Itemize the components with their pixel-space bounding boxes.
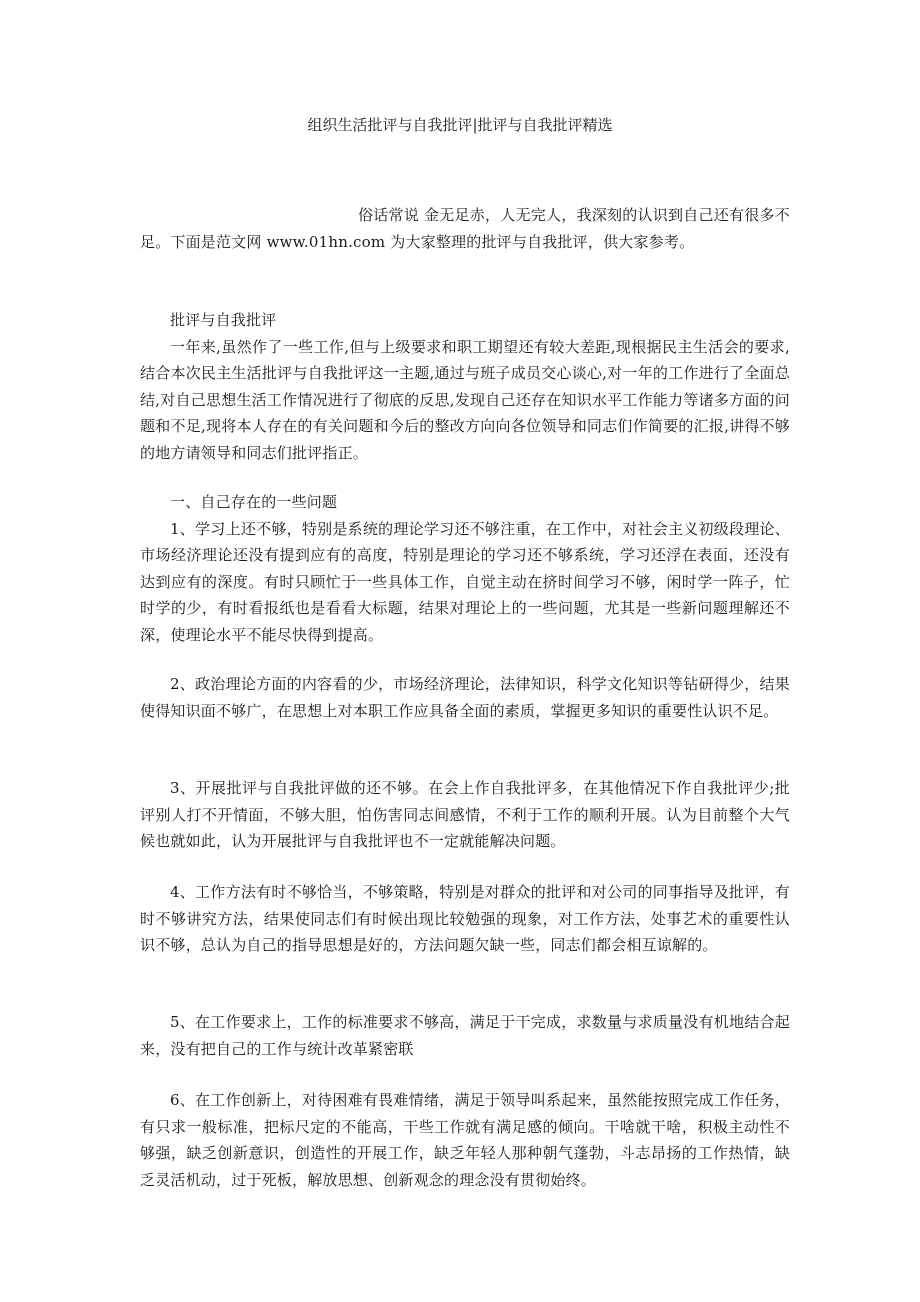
problem-item-3: 3、开展批评与自我批评做的还不够。在会上作自我批评多，在其他情况下作自我批评少;批评别人打不开情面，不够大胆，怕伤害同志间感情，不利于工作的顺利开展。认为目前整个大气候也就如此，认为开展批评与自我批评也不一定就能解决问题。 [140,779,790,850]
document-title: 组织生活批评与自我批评|批评与自我批评精选 [307,116,613,134]
problem-block-2 [140,671,790,724]
problem-item-5: 5、在工作要求上，工作的标准要求不够高，满足于干完成，求数量与求质量没有机地结合起来，没有把自己的工作与统计改革紧密联 [140,1013,790,1058]
problems-section [140,489,790,648]
problem-item-4: 4、工作方法有时不够恰当，不够策略，特别是对群众的批评和对公司的同事指导及批评，有时不够讲究方法，结果使同志们有时候出现比较勉强的现象，对工作方法，处事艺术的重要性认识不够，总认为自己的指导思想是好的，方法问题欠缺一些，同志们都会相互谅解的。 [140,883,790,954]
problem-block-3 [140,775,790,855]
problem-item-1: 1、学习上还不够，特别是系统的理论学习还不够注重，在工作中，对社会主义初级段理论、市场经济理论还没有提到应有的高度，特别是理论的学习还不够系统，学习还浮在表面，还没有达到应有的深度。有时只顾忙于一些具体工作，自觉主动在挤时间学习不够，闲时学一阵子，忙时学的少，有时看报纸也是看看大标题，结果对理论上的一些问题，尤其是一些新问题理解还不深，使理论水平不能尽快得到提高。 [140,519,790,644]
intro-paragraph-block [140,202,790,255]
problem-block-5 [140,1009,790,1062]
intro-paragraph: 俗话常说 金无足赤，人无完人，我深刻的认识到自己还有很多不足。下面是范文网 www.01hn.com 为大家整理的批评与自我批评，供大家参考。 [140,206,790,251]
problem-block-4 [140,879,790,959]
problem-item-2: 2、政治理论方面的内容看的少，市场经济理论，法律知识，科学文化知识等钻研得少，结果使得知识面不够广，在思想上对本职工作应具备全面的素质，掌握更多知识的重要性认识不足。 [140,675,790,720]
problem-item-6: 6、在工作创新上，对待困难有畏难情绪，满足于领导叫系起来，虽然能按照完成工作任务，有只求一般标准，把标尺定的不能高，干些工作就有满足感的倾向。干啥就干啥，积极主动性不够强，缺乏创新意识，创造性的开展工作，缺乏年轻人那种朝气蓬勃，斗志昂扬的工作热情，缺乏灵活机动，过于死板，解放思想、创新观念的理念没有贯彻始终。 [140,1091,790,1189]
problem-block-6 [140,1087,790,1193]
section-title: 批评与自我批评 [170,311,277,329]
main-section [140,307,790,466]
part-heading: 一、自己存在的一些问题 [170,493,338,511]
main-paragraph: 一年来,虽然作了一些工作,但与上级要求和职工期望还有较大差距,现根据民主生活会的要求,结合本次民主生活批评与自我批评这一主题,通过与班子成员交心谈心,对一年的工作进行了全面总结,对自己思想生活工作情况进行了彻底的反思,发现自己还存在知识水平工作能力等诸多方面的问题和不足,现将本人存在的有关问题和今后的整改方向向各位领导和同志们作简要的汇报,讲得不够的地方请领导和同志们批评指正。 [140,337,790,462]
